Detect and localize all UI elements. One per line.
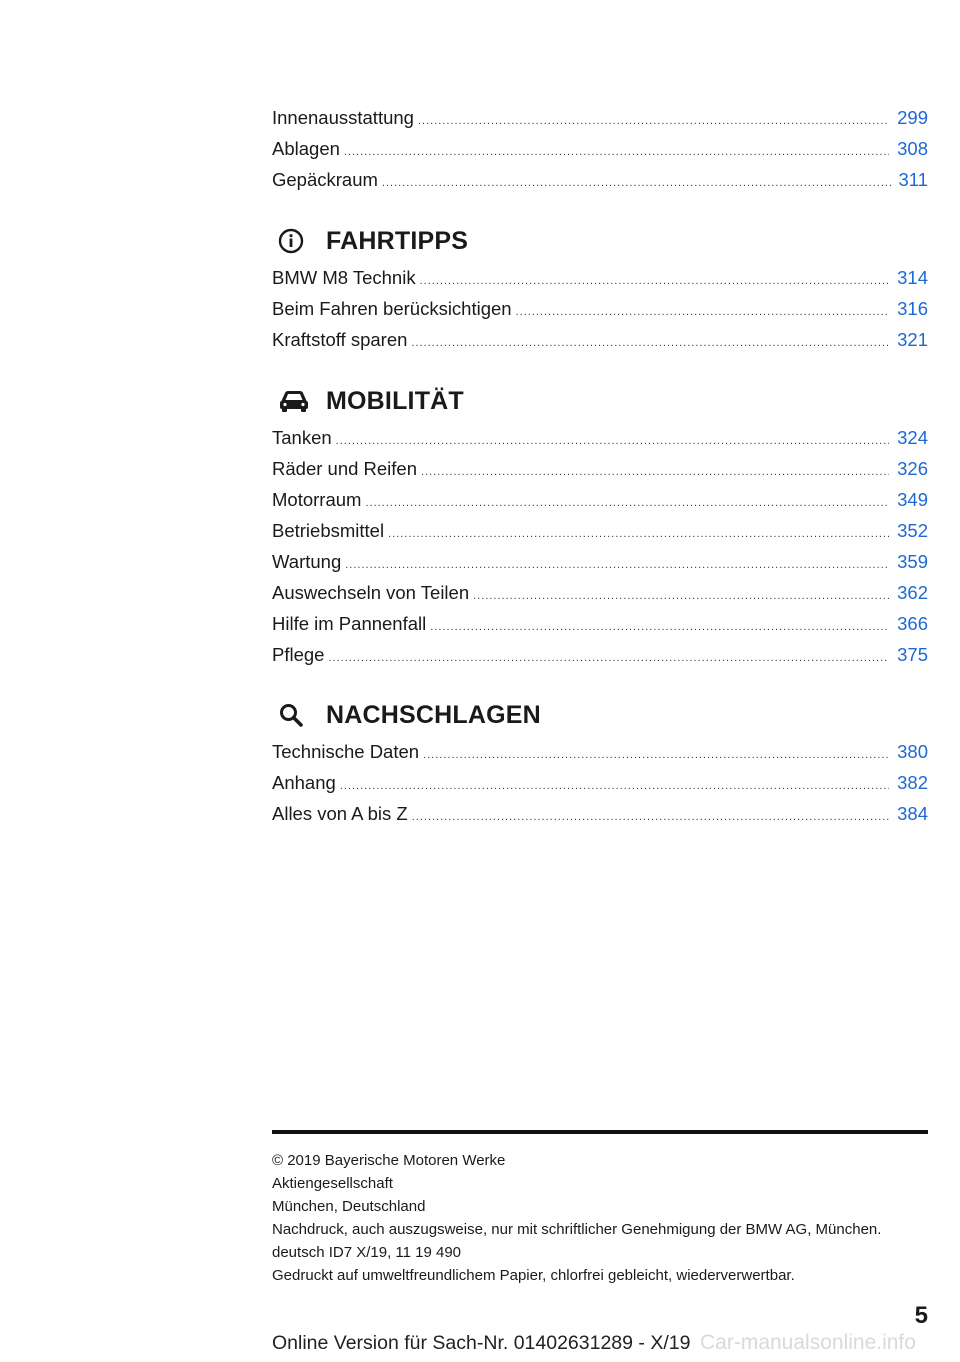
dot-leader <box>421 457 889 488</box>
section-title: FAHRTIPPS <box>326 226 469 255</box>
toc-item[interactable] <box>272 736 928 767</box>
toc-item-title: Räder und Reifen <box>272 458 418 479</box>
imprint-block <box>272 1149 928 1287</box>
toc-item-innenausstattung[interactable] <box>272 102 928 133</box>
toc-item-title: Betriebsmittel <box>272 520 385 541</box>
toc-page-link[interactable]: 349 <box>897 489 928 510</box>
toc-page-link[interactable]: 326 <box>897 458 928 479</box>
toc-item[interactable] <box>272 767 928 798</box>
section-header-fahrtipps <box>272 224 468 258</box>
toc-page-link[interactable]: 359 <box>897 551 928 572</box>
toc-item-title: Pflege <box>272 644 325 665</box>
toc-page-link[interactable]: 321 <box>897 329 928 350</box>
toc-page-link[interactable]: 316 <box>897 298 928 319</box>
dot-leader <box>365 488 889 519</box>
search-icon <box>272 700 314 730</box>
toc-page-link[interactable]: 382 <box>897 772 928 793</box>
toc-item-title: Technische Daten <box>272 741 420 762</box>
toc-item-title: Kraftstoff sparen <box>272 329 408 350</box>
dot-leader <box>344 137 889 168</box>
dot-leader <box>418 106 889 137</box>
toc-top <box>272 102 928 195</box>
dot-leader <box>340 771 889 802</box>
toc-item-title: Beim Fahren berücksichtigen <box>272 298 512 319</box>
toc-item[interactable] <box>272 639 928 670</box>
dot-leader <box>473 581 889 612</box>
toc-item[interactable] <box>272 577 928 608</box>
online-version-note: Online Version für Sach-Nr. 01402631289 - X/19 <box>272 1332 691 1354</box>
toc-item-title: Auswechseln von Teilen <box>272 582 470 603</box>
toc-nachschlagen <box>272 736 928 829</box>
section-title: MOBILITÄT <box>326 386 464 415</box>
toc-item-title: Hilfe im Pannenfall <box>272 613 427 634</box>
imprint-line: München, Deutschland <box>272 1198 426 1215</box>
toc-item-title: Ablagen <box>272 138 340 159</box>
dot-leader <box>328 643 889 674</box>
section-title: NACHSCHLAGEN <box>326 700 541 729</box>
toc-item[interactable] <box>272 262 928 293</box>
toc-page-link[interactable]: 380 <box>897 741 928 762</box>
dot-leader <box>388 519 889 550</box>
toc-mobilitaet <box>272 422 928 670</box>
toc-page-link[interactable]: 375 <box>897 644 928 665</box>
toc-item-title: Innenausstattung <box>272 107 414 128</box>
dot-leader <box>516 297 890 328</box>
imprint-line: © 2019 Bayerische Motoren Werke <box>272 1152 506 1169</box>
toc-page-link[interactable]: 384 <box>897 803 928 824</box>
toc-page-link[interactable]: 352 <box>897 520 928 541</box>
info-icon <box>272 226 314 256</box>
imprint-line: Gedruckt auf umweltfreundlichem Papier, chlorfrei gebleicht, wiederverwertbar. <box>272 1267 795 1284</box>
toc-page-link[interactable]: 311 <box>898 169 928 190</box>
toc-item-gepaeckraum[interactable] <box>272 164 928 195</box>
toc-page-link[interactable]: 362 <box>897 582 928 603</box>
dot-leader <box>423 740 889 771</box>
toc-item-title: Motorraum <box>272 489 362 510</box>
dot-leader <box>412 802 889 833</box>
dot-leader <box>411 328 889 359</box>
toc-item[interactable] <box>272 324 928 355</box>
toc-item-title: Tanken <box>272 427 332 448</box>
toc-item[interactable] <box>272 453 928 484</box>
page-number: 5 <box>914 1302 928 1329</box>
toc-item-title: Alles von A bis Z <box>272 803 408 824</box>
car-icon <box>272 386 314 416</box>
section-header-mobilitaet <box>272 384 464 418</box>
imprint-line: deutsch ID7 X/19, 11 19 490 <box>272 1244 462 1261</box>
toc-page-link[interactable]: 366 <box>897 613 928 634</box>
toc-page-link[interactable]: 308 <box>897 138 928 159</box>
toc-item-title: Anhang <box>272 772 336 793</box>
toc-item[interactable] <box>272 546 928 577</box>
imprint-line: Nachdruck, auch auszugsweise, nur mit schriftlicher Genehmigung der BMW AG, München. <box>272 1221 882 1238</box>
imprint-line: Aktiengesellschaft <box>272 1175 393 1192</box>
toc-fahrtipps <box>272 262 928 355</box>
toc-item[interactable] <box>272 608 928 639</box>
toc-item[interactable] <box>272 515 928 546</box>
toc-item-title: Wartung <box>272 551 342 572</box>
toc-item-title: Gepäckraum <box>272 169 378 190</box>
footer-divider <box>272 1130 928 1134</box>
toc-item[interactable] <box>272 798 928 829</box>
toc-item[interactable] <box>272 293 928 324</box>
toc-item-title: BMW M8 Technik <box>272 267 416 288</box>
toc-page-link[interactable]: 314 <box>897 267 928 288</box>
section-header-nachschlagen <box>272 698 541 732</box>
watermark: Car-manualsonline.info <box>700 1331 916 1354</box>
toc-item-ablagen[interactable] <box>272 133 928 164</box>
toc-item[interactable] <box>272 422 928 453</box>
dot-leader <box>430 612 889 643</box>
toc-page-link[interactable]: 299 <box>897 107 928 128</box>
dot-leader <box>382 168 891 199</box>
toc-page-link[interactable]: 324 <box>897 427 928 448</box>
toc-item[interactable] <box>272 484 928 515</box>
